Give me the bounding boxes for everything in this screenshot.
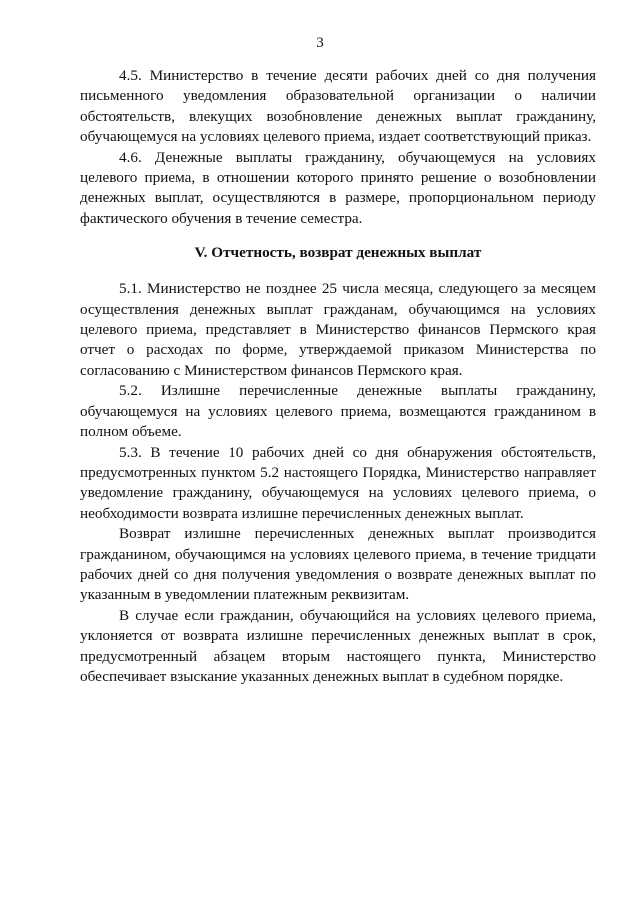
page-number: 3 [316,35,324,51]
paragraph-court-recovery: В случае если гражданин, обучающийся на условиях целевого приема, уклоняется от возврата излишне перечисленных денежных выплат в срок, предусмотренный абзацем вторым настоящего пункта, Министерство обеспечивает взыскание указанных денежных выплат в судебном порядке. [80,606,596,685]
document-body [80,66,596,687]
paragraph-5-3: 5.3. В течение 10 рабочих дней со дня обнаружения обстоятельств, предусмотренных пунктом 5.2 настоящего Порядка, Министерство направляет уведомление гражданину, обучающемуся на условиях целевого приема, о необходимости возврата излишне перечисленных денежных выплат. [80,443,596,522]
paragraph-4-5: 4.5. Министерство в течение десяти рабочих дней со дня получения письменного уведомления образовательной организации о наличии обстоятельств, влекущих возобновление денежных выплат гражданину, обучающемуся на условиях целевого приема, издает соответствующий приказ. [80,67,596,146]
section-heading: V. Отчетность, возврат денежных выплат [194,244,482,262]
paragraph-refund-procedure: Возврат излишне перечисленных денежных выплат производится гражданином, обучающимся на условиях целевого приема, в течение тридцати рабочих дней со дня получения уведомления о возврате денежных выплат по указанным в уведомлении платежным реквизитам. [80,525,596,604]
paragraph-4-6: 4.6. Денежные выплаты гражданину, обучающемуся на условиях целевого приема, в отношении которого принято решение о возобновлении денежных выплат, осуществляются в размере, пропорциональном периоду фактического обучения в течение семестра. [80,148,596,227]
paragraph-5-1: 5.1. Министерство не позднее 25 числа месяца, следующего за месяцем осуществления денежных выплат гражданам, обучающимся на условиях целевого приема, представляет в Министерство финансов Пермского края отчет о расходах по форме, утверждаемой приказом Министерства по согласованию с Министерством финансов Пермского края. [80,280,596,379]
paragraph-5-2: 5.2. Излишне перечисленные денежные выплаты гражданину, обучающемуся на условиях целевого приема, возмещаются гражданином в полном объеме. [80,382,596,441]
